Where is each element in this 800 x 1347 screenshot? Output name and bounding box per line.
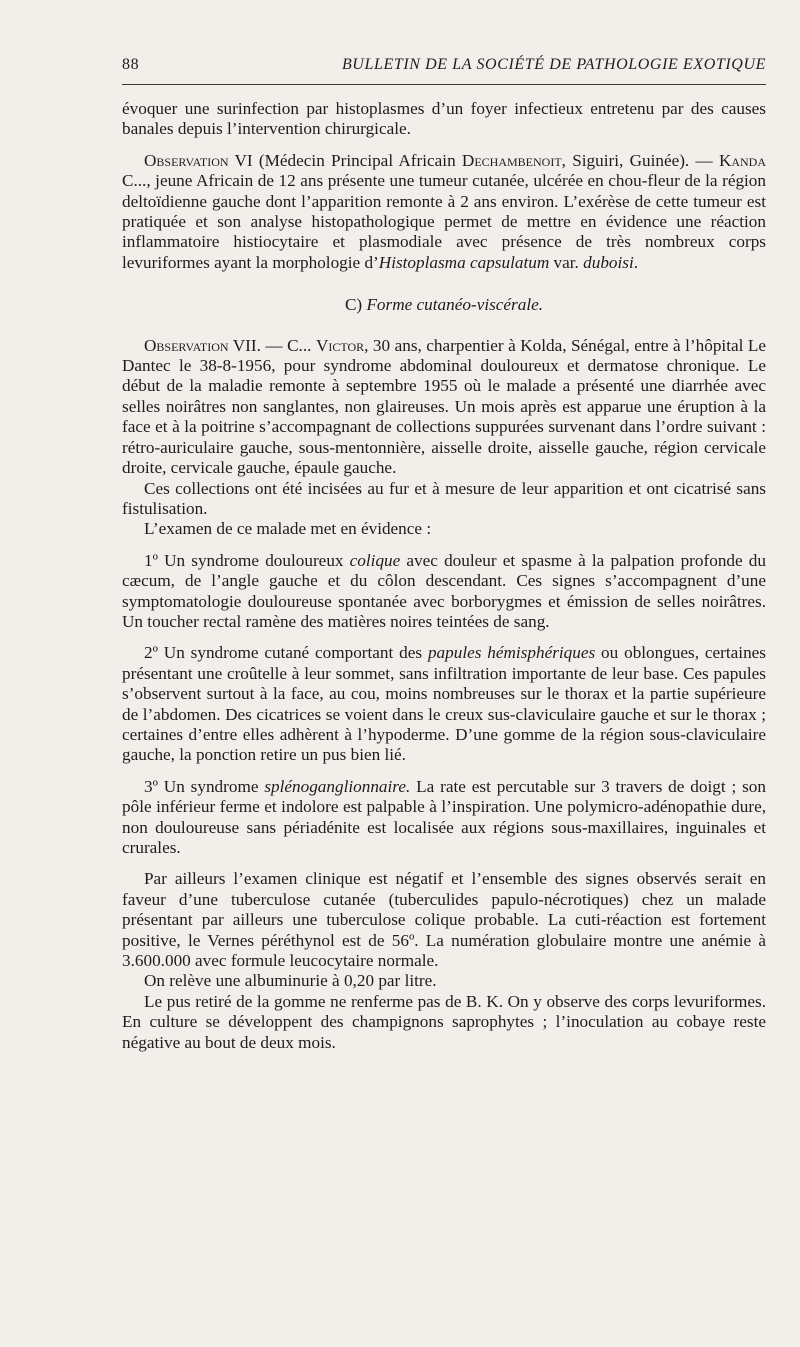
- running-header: [122, 56, 766, 74]
- running-title: BULLETIN DE LA SOCIÉTÉ DE PATHOLOGIE EXOTIQUE: [341, 56, 766, 73]
- variety-name: duboisi: [583, 252, 634, 272]
- observation-7-label: Observation VII: [144, 335, 257, 355]
- paragraph-exam: L’examen de ce malade met en évidence :: [144, 519, 432, 539]
- observation-6: Observation VI (Médecin Principal Africain Dechambenoit, Siguiri, Guinée). — Kanda C..., jeune Africain de 12 ans présente une tumeur cutanée, ulcérée en chou-fleur de la région deltoïdienne gauche dont l’apparition remonte à 2 ans environ. L’exérèse de cette tumeur est pratiquée et son analyse histopathologique permet de mettre en évidence une réaction inflammatoire histiocytaire et plasmodiale avec présence de très nombreux corps levuriformes ayant la morphologie d’Histoplasma capsulatum var. duboisi.: [122, 150, 767, 272]
- page-number: 88: [122, 56, 140, 73]
- paragraph-albuminuria: On relève une albuminurie à 0,20 par litre.: [144, 971, 437, 991]
- section-heading: C) Forme cutanéo-viscérale.: [344, 295, 544, 315]
- patient-name: Victor: [315, 335, 365, 355]
- paragraph-conclusion: Par ailleurs l’examen clinique est négatif et l’ensemble des signes observés serait en faveur d’une tuberculose cutanée (tuberculides papulo-nécrotiques) chez un malade présentant par ailleurs une tuberculose colique probable. La cuti-réaction est fortement positive, le Vernes péréthynol est de 56º. La numération globulaire montre une anémie à 3.600.000 avec formule leucocytaire normale.: [122, 869, 766, 971]
- paragraph-collections: Ces collections ont été incisées au fur et à mesure de leur apparition et ont cicatrisé sans fistulisation.: [122, 478, 766, 518]
- observation-7: Observation VII. — C... Victor, 30 ans, charpentier à Kolda, Sénégal, entre à l’hôpital Le Dantec le 38-8-1956, pour syndrome abdominal douloureux et dermatose chronique. Le début de la maladie remonte à septembre 1955 où le malade a présenté une diarrhée avec selles noirâtres non sanglantes, non glaireuses. Un mois après est apparue une éruption à la face et à la poitrine s’accompagnant de collections suppurées survenant dans l’ordre suivant : rétro-auriculaire gauche, sous-mentonnière, aisselle droite, aisselle gauche, région cervicale droite, cervicale gauche, épaule gauche.: [122, 335, 766, 478]
- paragraph-continuation: évoquer une surinfection par histoplasmes d’un foyer infectieux entretenu par des causes banales depuis l’intervention chirurgicale.: [122, 99, 766, 139]
- paragraph-pus: Le pus retiré de la gomme ne renferme pas de B. K. On y observe des corps levuriformes. En culture se développent des champignons saprophytes ; l’inoculation au cobaye reste négative au bout de deux mois.: [122, 991, 766, 1052]
- physician-name: Dechambenoit: [461, 150, 562, 170]
- finding-1: 1º Un syndrome douloureux colique avec douleur et spasme à la palpation profonde du cæcum, de l’angle gauche et du côlon descendant. Ces signes s’accompagnent d’une symptomatologie douloureuse spontanée avec borborygmes et émission de selles noirâtres. Un toucher rectal ramène des matières noires teintées de sang.: [122, 550, 766, 631]
- patient-name: Kanda: [718, 150, 767, 170]
- finding-3: 3º Un syndrome splénoganglionnaire. La rate est percutable sur 3 travers de doigt ; son pôle inférieur ferme et indolore est palpable à l’inspiration. Une polymicro-adénopathie dure, non douloureuse sans périadénite est localisée aux régions sous-maxillaires, inguinales et crurales.: [122, 776, 766, 857]
- finding-2: 2º Un syndrome cutané comportant des papules hémisphériques ou oblongues, certaines présentant une croûtelle à leur sommet, sans infiltration importante de leur base. Ces papules s’observent surtout à la face, au cou, moins nombreuses sur le thorax et la partie supérieure de l’abdomen. Des cicatrices se voient dans le creux sus-claviculaire gauche et sur le thorax ; certaines d’entre elles adhèrent à l’hypoderme. D’une gomme de la région sous-claviculaire gauche, la ponction retire un pus bien lié.: [122, 643, 766, 765]
- observation-6-label: Observation VI: [144, 150, 253, 170]
- body-text: [122, 99, 766, 1053]
- species-name: Histoplasma capsulatum: [378, 252, 550, 272]
- header-rule: [122, 84, 766, 85]
